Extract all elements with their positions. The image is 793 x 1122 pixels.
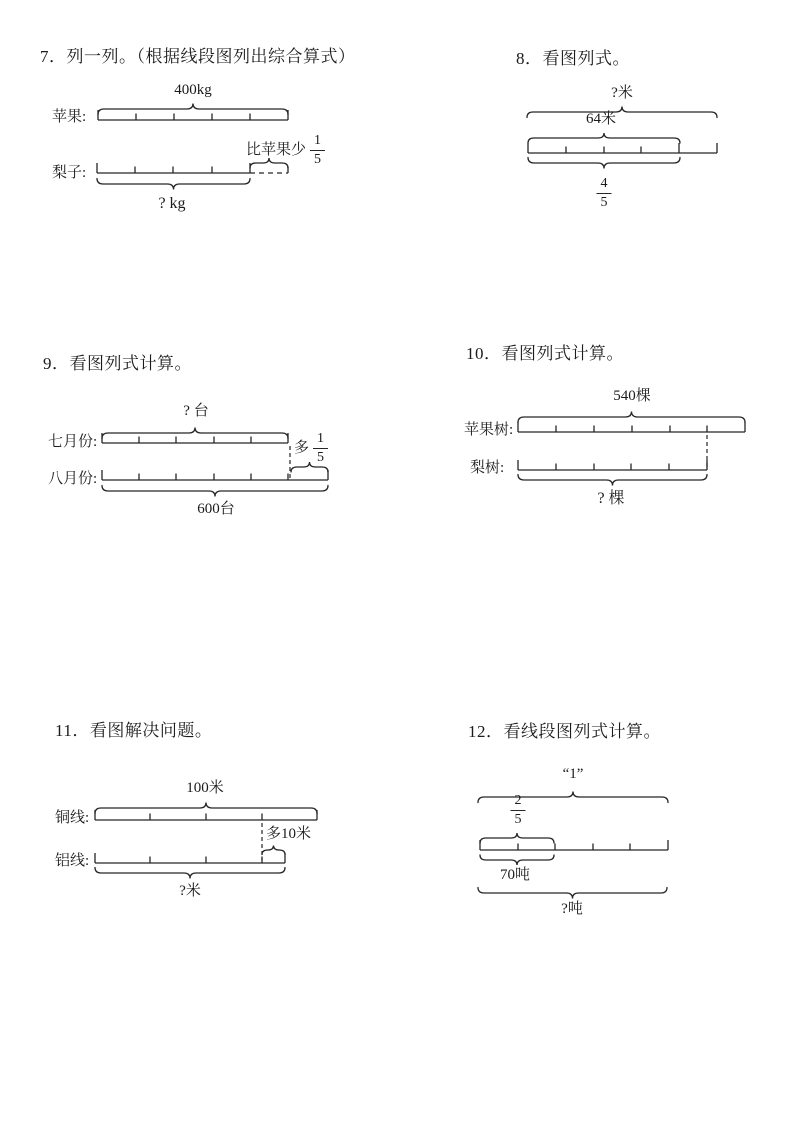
p11-row2-label: 铝线:: [55, 853, 90, 869]
p9-august-bar: [102, 470, 328, 480]
p7-question-label: ? kg: [158, 195, 186, 212]
p12-fraction-numerator: 2: [511, 793, 526, 811]
p8-title: 8．看图列式。: [516, 49, 630, 68]
p8-part-brace: [528, 133, 680, 143]
p7-total-label: 400kg: [174, 82, 212, 98]
p7-compare-label: [246, 133, 325, 168]
p12-top-brace: [478, 792, 668, 803]
p9-july-bar: [102, 433, 288, 443]
p8-bar: [528, 143, 717, 153]
p8-part-label: 64米: [585, 111, 617, 127]
p12-fraction-denominator: 5: [514, 812, 522, 828]
p8-total-label: ?米: [611, 85, 633, 101]
p11-aluminum-bar: [95, 853, 285, 863]
p9-total-label: 600台: [197, 501, 235, 517]
p9-bottom-brace: [102, 486, 328, 497]
p9-compare-label: [294, 431, 328, 466]
p10-row2-label: 梨树:: [470, 460, 505, 476]
p9-compare-text: 多: [294, 439, 310, 456]
p7-top-brace: [98, 104, 288, 115]
p7-compare-fraction: [310, 133, 325, 168]
p8-bottom-brace: [528, 158, 680, 169]
p7-bottom-brace: [97, 179, 250, 190]
p12-part-top-brace: [480, 833, 554, 843]
p11-more-brace: [262, 846, 285, 855]
p11-row1-label: 铜线:: [55, 810, 90, 826]
p9-compare-fraction-numerator: 1: [313, 431, 328, 449]
p9-top-brace: [102, 428, 288, 439]
p12-bar: [480, 840, 668, 850]
p9-compare-fraction-denominator: 5: [317, 450, 325, 466]
p10-top-brace: [518, 412, 745, 423]
p9-compare-fraction: [313, 431, 328, 466]
p8-top-brace: [527, 107, 717, 118]
p7-compare-fraction-numerator: 1: [310, 133, 325, 151]
p11-bottom-brace: [95, 868, 285, 879]
p11-total-label: 100米: [186, 780, 224, 796]
p7-row2-label: 梨子:: [52, 165, 87, 181]
p8-fraction-denominator: 5: [600, 195, 608, 211]
p12-part-bottom-brace: [480, 855, 554, 865]
p10-title: 10．看图列式计算。: [466, 344, 624, 363]
p9-row2-label: 八月份:: [48, 471, 98, 487]
p12-part-label: 70吨: [499, 867, 531, 883]
p9-row1-label: 七月份:: [48, 434, 98, 450]
p10-bottom-brace: [518, 475, 707, 486]
p12-bottom-brace: [478, 888, 667, 899]
p11-copper-bar: [95, 810, 317, 820]
p8-fraction: [597, 176, 612, 211]
p7-compare-text: 比苹果少: [246, 141, 307, 158]
p7-compare-fraction-denominator: 5: [314, 152, 322, 168]
p10-row1-label: 苹果树:: [464, 422, 514, 438]
p11-title: 11．看图解决问题。: [55, 721, 213, 740]
p9-question-label: ? 台: [183, 403, 209, 419]
p8-fraction-numerator: 4: [597, 176, 612, 194]
p7-title: 7．列一列。（根据线段图列出综合算式）: [40, 47, 356, 66]
p7-apple-bar: [98, 110, 288, 120]
p10-pear-tree-bar: [518, 460, 707, 470]
p11-question-label: ?米: [179, 883, 201, 899]
p7-row1-label: 苹果:: [52, 109, 87, 125]
p12-fraction: [511, 793, 526, 828]
p9-title: 9．看图列式计算。: [43, 354, 192, 373]
p10-question-label: ? 棵: [597, 490, 625, 507]
p12-question-label: ?吨: [561, 901, 583, 917]
p11-compare-label: 多10米: [266, 826, 312, 842]
p10-apple-tree-bar: [518, 422, 745, 432]
p11-top-brace: [95, 803, 317, 814]
p12-whole-label: “1”: [562, 766, 584, 782]
p12-title: 12．看线段图列式计算。: [468, 722, 661, 741]
p10-total-label: 540棵: [613, 388, 651, 404]
